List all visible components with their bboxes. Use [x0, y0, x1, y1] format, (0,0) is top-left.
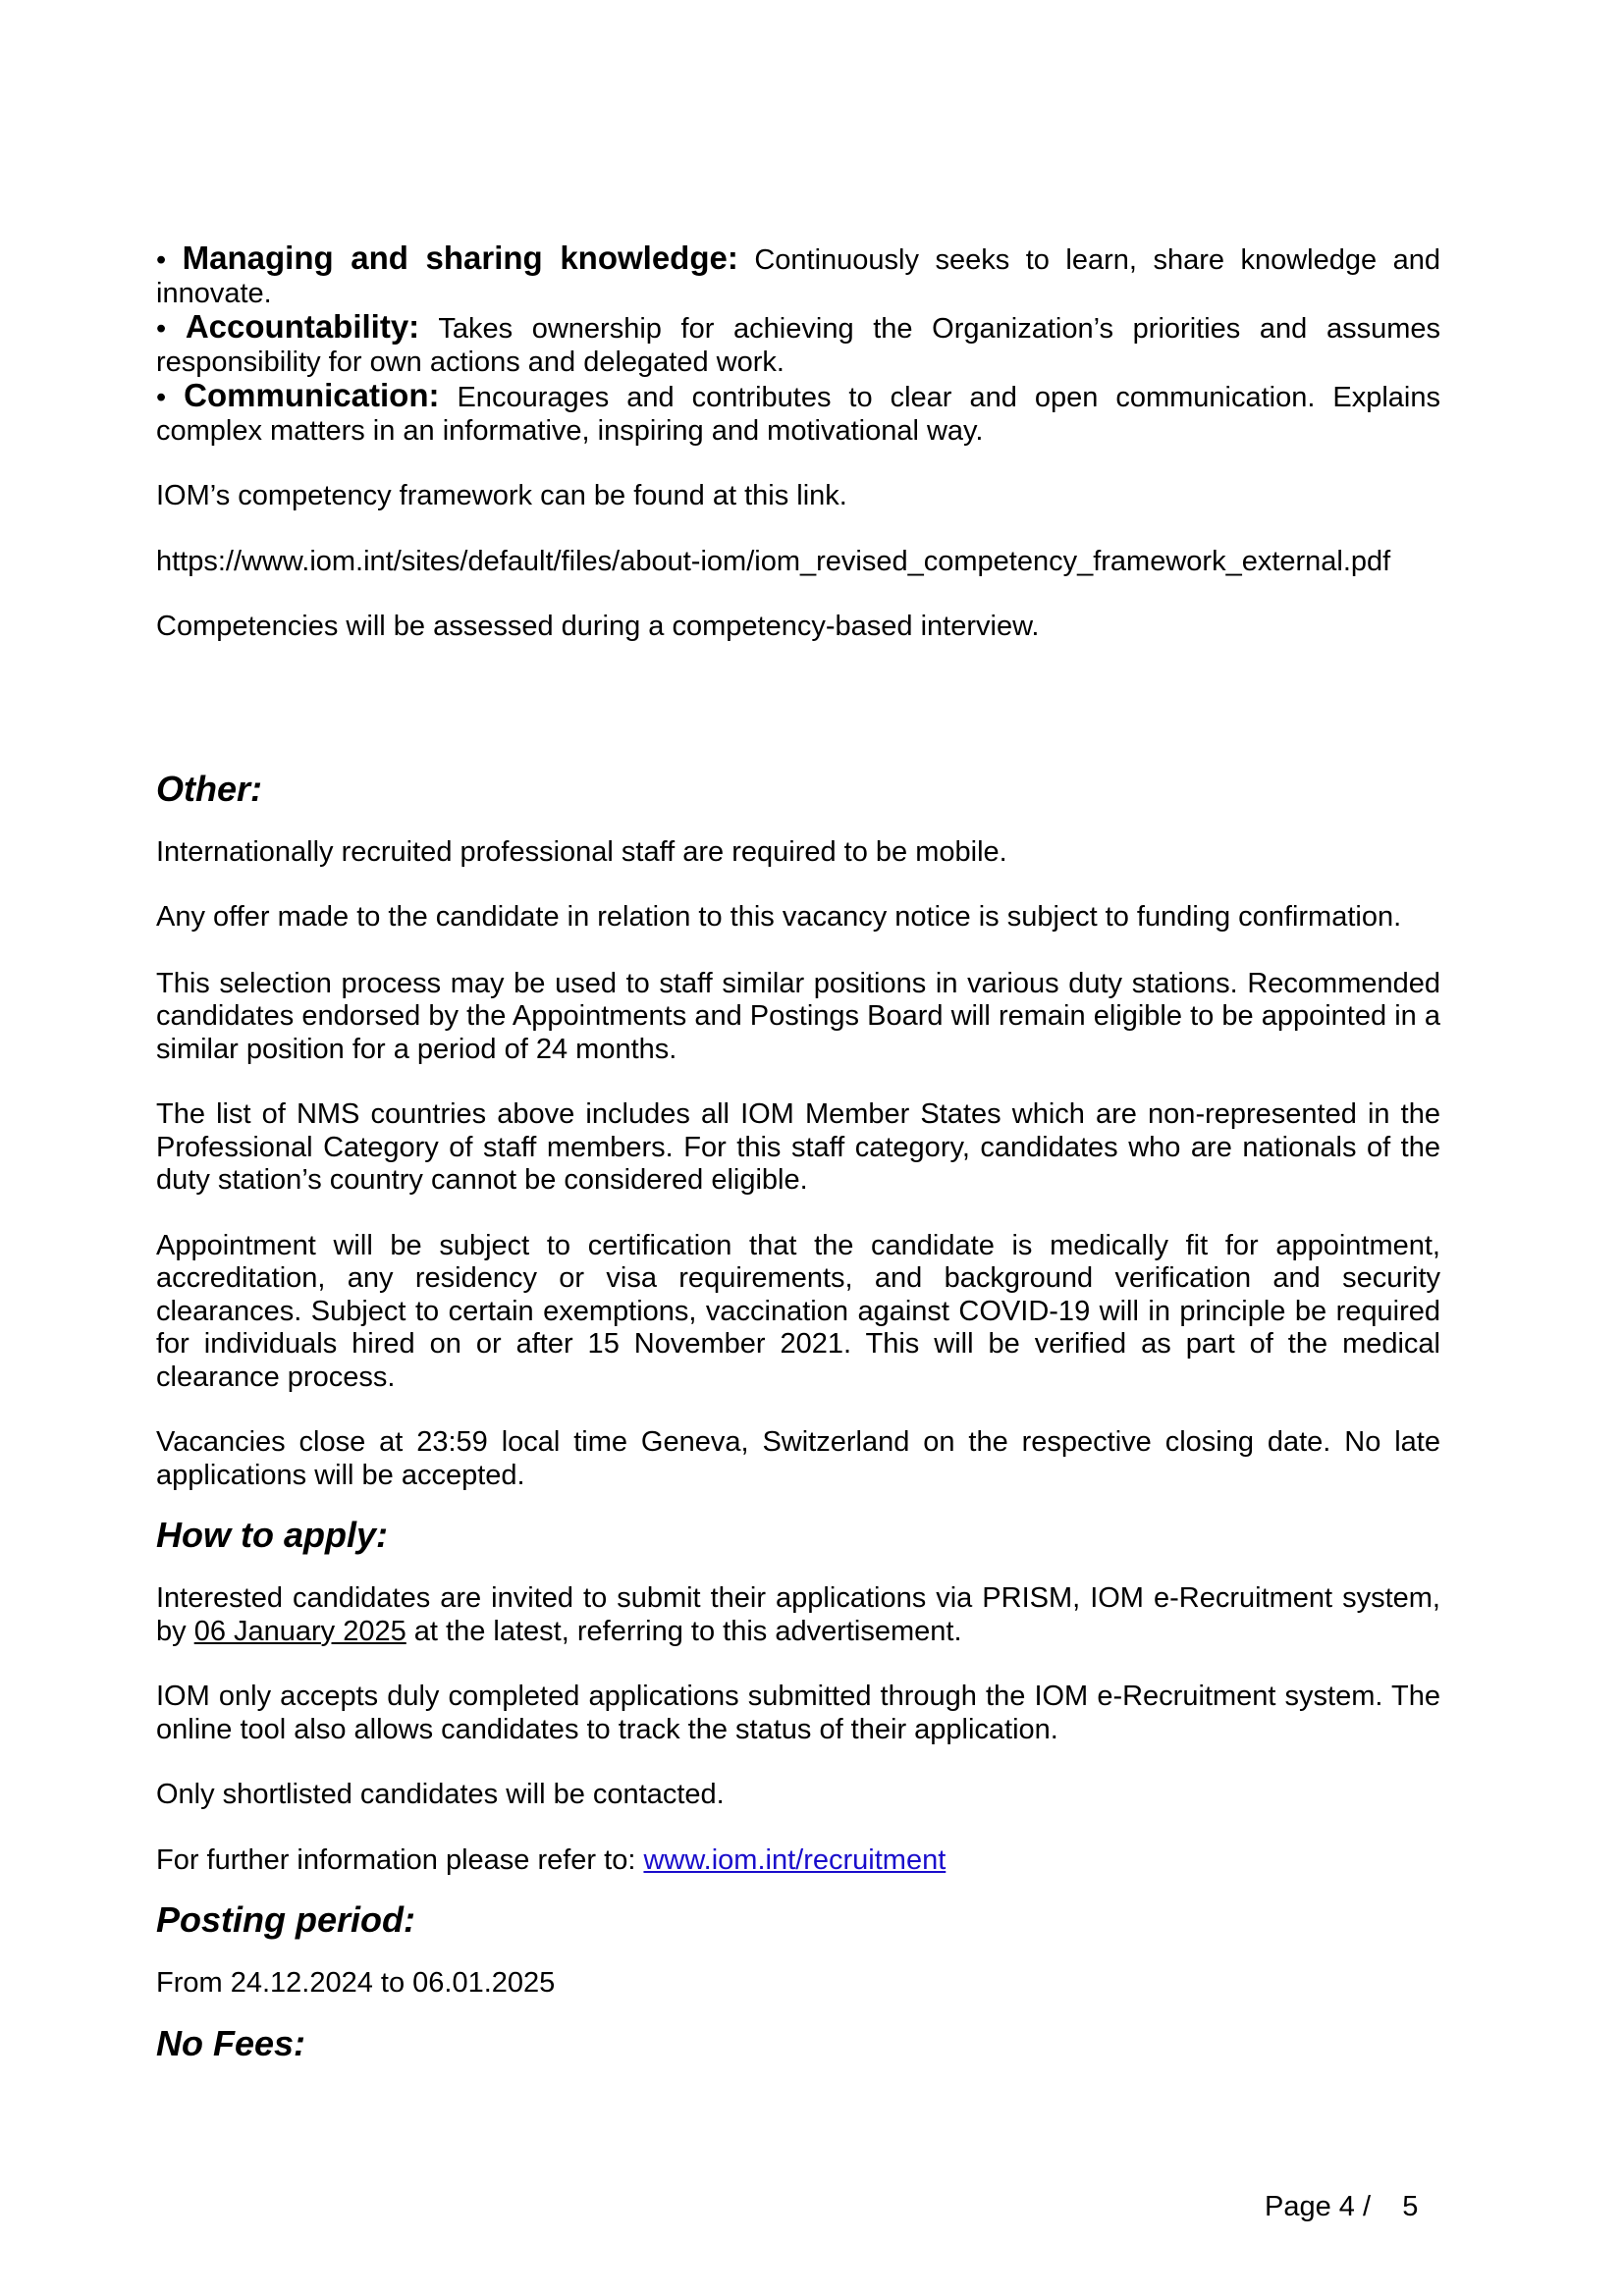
framework-url[interactable]: https://www.iom.int/sites/default/files/about-iom/iom_revised_competency_framework_external.pdf: [156, 545, 1391, 577]
section-heading-other: Other:: [156, 768, 262, 809]
apply-paragraph: [156, 1844, 1440, 1878]
competency-text: Encourages and contributes to clear and open communication. Explains complex matters in an informative, inspiring and motivational way.: [156, 382, 1441, 447]
competency-title: Communication:: [184, 377, 440, 413]
posting-period-text: From 24.12.2024 to 06.01.2025: [156, 1967, 556, 1999]
other-paragraph: Vacancies close at 23:59 local time Geneva, Switzerland on the respective closing date. No late applications will be accepted.: [156, 1426, 1440, 1491]
competency-item: • Accountability: Takes ownership for achieving the Organization’s priorities and assumes responsibility for own actions and delegated work.: [156, 308, 1440, 378]
assessment-note: Competencies will be assessed during a competency-based interview.: [156, 611, 1040, 642]
other-paragraph: Internationally recruited professional staff are required to be mobile.: [156, 835, 1007, 868]
competency-text: Takes ownership for achieving the Organization’s priorities and assumes responsibility for own actions and delegated work.: [156, 313, 1440, 378]
competency-title: Accountability:: [185, 308, 420, 345]
other-paragraph: Any offer made to the candidate in relation to this vacancy notice is subject to funding confirmation.: [156, 901, 1402, 933]
apply-text: For further information please refer to:: [156, 1843, 644, 1876]
apply-text: at the latest, referring to this advertisement.: [406, 1615, 962, 1647]
apply-paragraph: [156, 1582, 1440, 1648]
section-heading-no-fees: No Fees:: [156, 2022, 306, 2063]
competency-item: • Communication: Encourages and contributes to clear and open communication. Explains complex matters in an informative, inspiring and motivational way.: [156, 377, 1441, 447]
document-body: [156, 241, 1440, 2063]
section-heading-posting-period: Posting period:: [156, 1899, 415, 1940]
apply-paragraph: Only shortlisted candidates will be contacted.: [156, 1779, 725, 1810]
closing-date: 06 January 2025: [193, 1615, 406, 1647]
framework-intro: IOM’s competency framework can be found at this link.: [156, 480, 847, 511]
other-paragraph: This selection process may be used to staff similar positions in various duty stations. Recommended candidates endorsed by the Appointments and Postings Board will remain eligible to be appointed in a similar position for a period of 24 months.: [156, 967, 1440, 1065]
section-heading-how-to-apply: How to apply:: [156, 1515, 388, 1555]
competency-item: • Managing and sharing knowledge: Continuously seeks to learn, share knowledge and innovate.: [156, 240, 1441, 309]
apply-text: Interested candidates are invited to submit their applications via PRISM, IOM e-Recruitment system, by: [156, 1582, 1440, 1647]
competency-title: Managing and sharing knowledge:: [182, 240, 738, 276]
apply-paragraph: IOM only accepts duly completed applications submitted through the IOM e-Recruitment system. The online tool also allows candidates to track the status of their application.: [156, 1681, 1440, 1745]
other-paragraph: The list of NMS countries above includes all IOM Member States which are non-represented in the Professional Category of staff members. For this staff category, candidates who are nationals of the duty station’s country cannot be considered eligible.: [156, 1098, 1440, 1196]
other-paragraph: Appointment will be subject to certification that the candidate is medically fit for appointment, accreditation, any residency or visa requirements, and background verification and security clearances. Subject to certain exemptions, vaccination against COVID-19 will in principle be required for individuals hired on or after 15 November 2021. This will be verified as part of the medical clearance process.: [156, 1229, 1440, 1393]
recruitment-link[interactable]: www.iom.int/recruitment: [643, 1843, 947, 1876]
competency-text: Continuously seeks to learn, share knowledge and innovate.: [156, 244, 1441, 309]
page-number: Page 4 / 5: [1265, 2191, 1419, 2222]
